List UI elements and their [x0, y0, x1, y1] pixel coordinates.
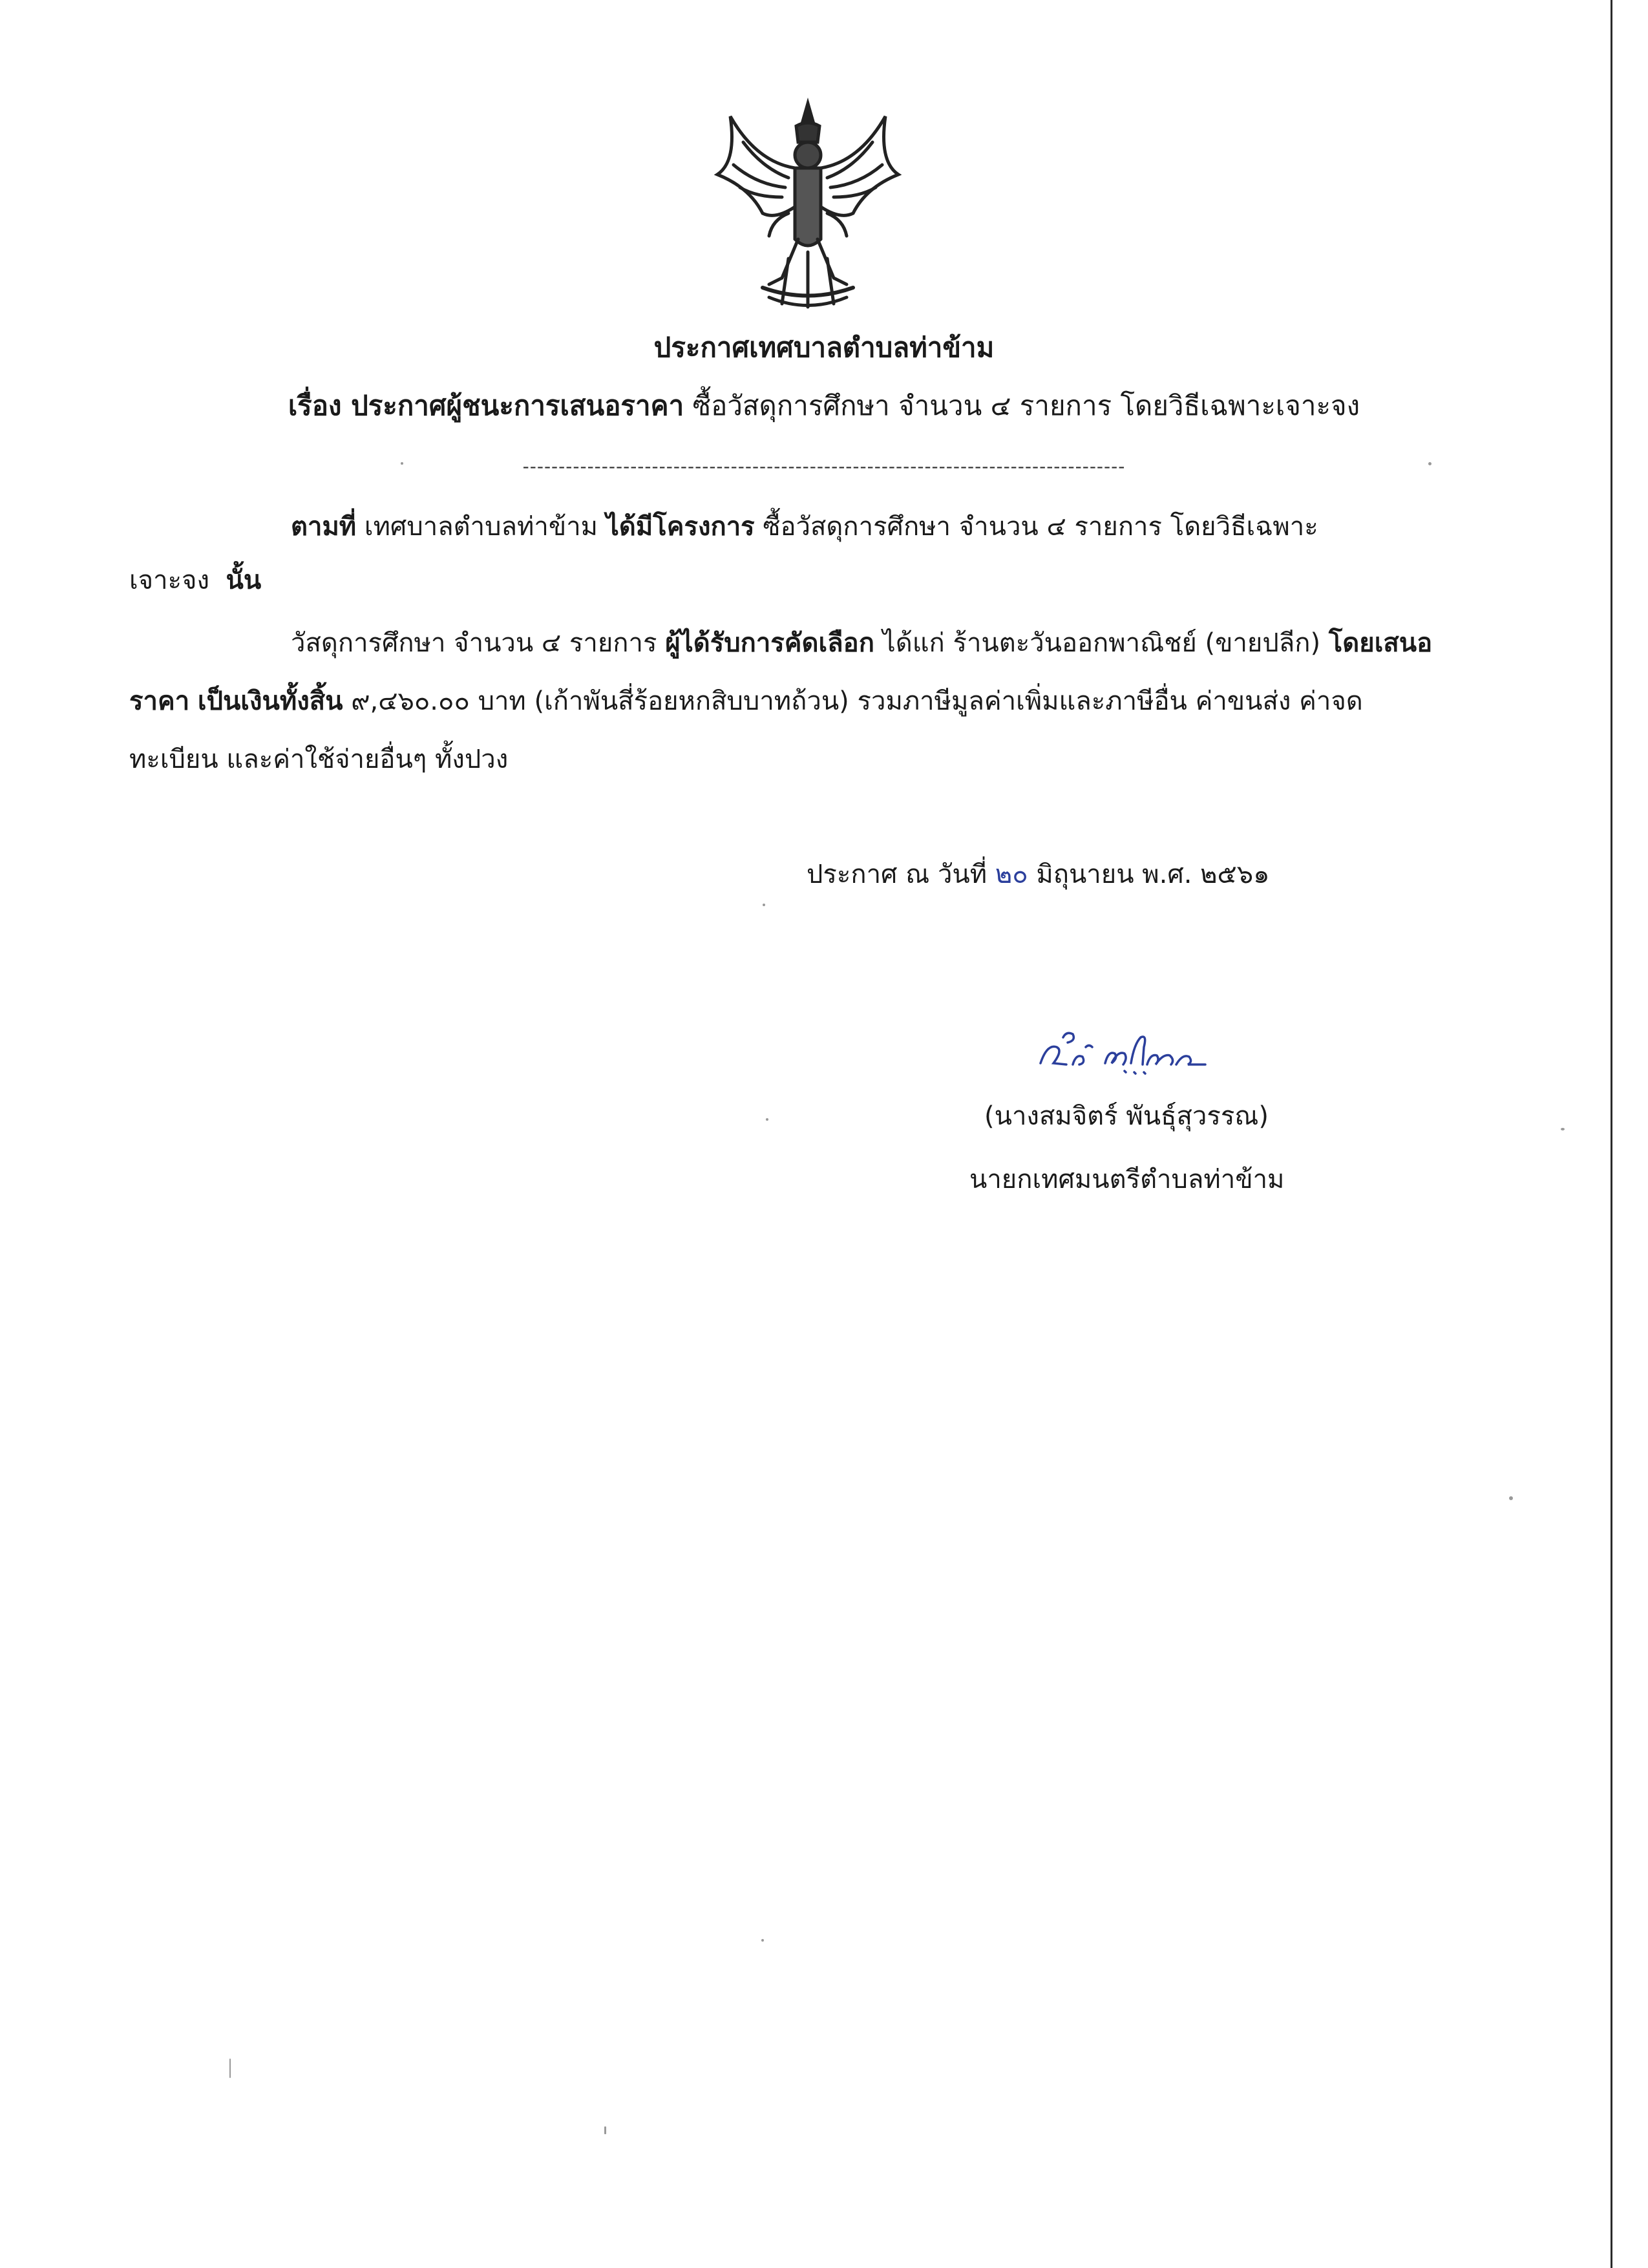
p1-agency: เทศบาลตำบลท่าข้าม: [364, 512, 598, 542]
scan-speck: [1509, 1496, 1513, 1500]
p2-amount: ๙,๔๖๐.๐๐: [351, 686, 470, 716]
paragraph-1-line-2: [129, 561, 261, 600]
signatory-name: (นางสมจิตร์ พันธุ์สุวรรณ): [984, 1101, 1269, 1131]
p2-winner: ร้านตะวันออกพาณิชย์ (ขายปลีก): [953, 628, 1321, 658]
paragraph-2-line-2: [129, 682, 1363, 721]
p2-amount-words: (เก้าพันสี่ร้อยหกสิบบาทถ้วน): [534, 686, 849, 716]
announcement-date: [807, 855, 1270, 894]
p1-end: นั้น: [226, 566, 262, 595]
signatory-position: นายกเทศมนตรีตำบลท่าข้าม: [969, 1165, 1285, 1194]
separator-line: ------------------------------------------------------------------------------------: [522, 456, 1126, 477]
paragraph-2-line-3: ทะเบียน และค่าใช้จ่ายอื่นๆ ทั้งปวง: [129, 745, 509, 774]
paragraph-1-line-1: [291, 507, 1318, 546]
subject-text: ซื้อวัสดุการศึกษา จำนวน ๔ รายการ โดยวิธีเฉพาะเจาะจง: [692, 390, 1360, 421]
scan-speck: [1428, 462, 1431, 465]
paragraph-2-line-1: [291, 624, 1432, 662]
p2-includes: รวมภาษีมูลค่าเพิ่มและภาษีอื่น ค่าขนส่ง ค่าจด: [857, 686, 1363, 716]
garuda-emblem-icon: [692, 90, 924, 323]
scan-speck: [766, 1118, 768, 1121]
p1-project: ซื้อวัสดุการศึกษา จำนวน ๔ รายการ โดยวิธีเฉพาะ: [763, 512, 1318, 542]
p2-offer-label: โดยเสนอ: [1328, 628, 1433, 658]
scan-speck: [1561, 1128, 1565, 1130]
scan-speck: [761, 1939, 764, 1942]
announcement-title: ประกาศเทศบาลตำบลท่าข้าม: [653, 332, 995, 363]
date-prefix: ประกาศ ณ วันที่: [807, 860, 988, 889]
subject-label: เรื่อง ประกาศผู้ชนะการเสนอราคา: [288, 390, 684, 421]
date-day: ๒๐: [995, 860, 1028, 889]
p2-item: วัสดุการศึกษา จำนวน ๔ รายการ: [291, 628, 657, 658]
announcement-subject: [0, 387, 1648, 425]
p2-selected-label: ผู้ได้รับการคัดเลือก: [665, 628, 874, 658]
scan-speck: [229, 2059, 231, 2078]
date-month-year: มิถุนายน พ.ศ. ๒๕๖๑: [1036, 860, 1270, 889]
p1-cont: เจาะจง: [129, 566, 210, 595]
p1-lead: ตามที่: [291, 512, 357, 542]
scan-speck: [763, 904, 765, 906]
scan-speck: [401, 462, 403, 465]
handwritten-signature: [1028, 1018, 1234, 1089]
p2-currency: บาท: [478, 686, 526, 716]
scan-speck: [604, 2126, 606, 2134]
p2-total-label: เป็นเงินทั้งสิ้น: [197, 686, 343, 716]
p1-project-label: ได้มีโครงการ: [606, 512, 755, 542]
p2-winner-label: ได้แก่: [882, 628, 945, 658]
p2-price-label: ราคา: [129, 686, 190, 716]
